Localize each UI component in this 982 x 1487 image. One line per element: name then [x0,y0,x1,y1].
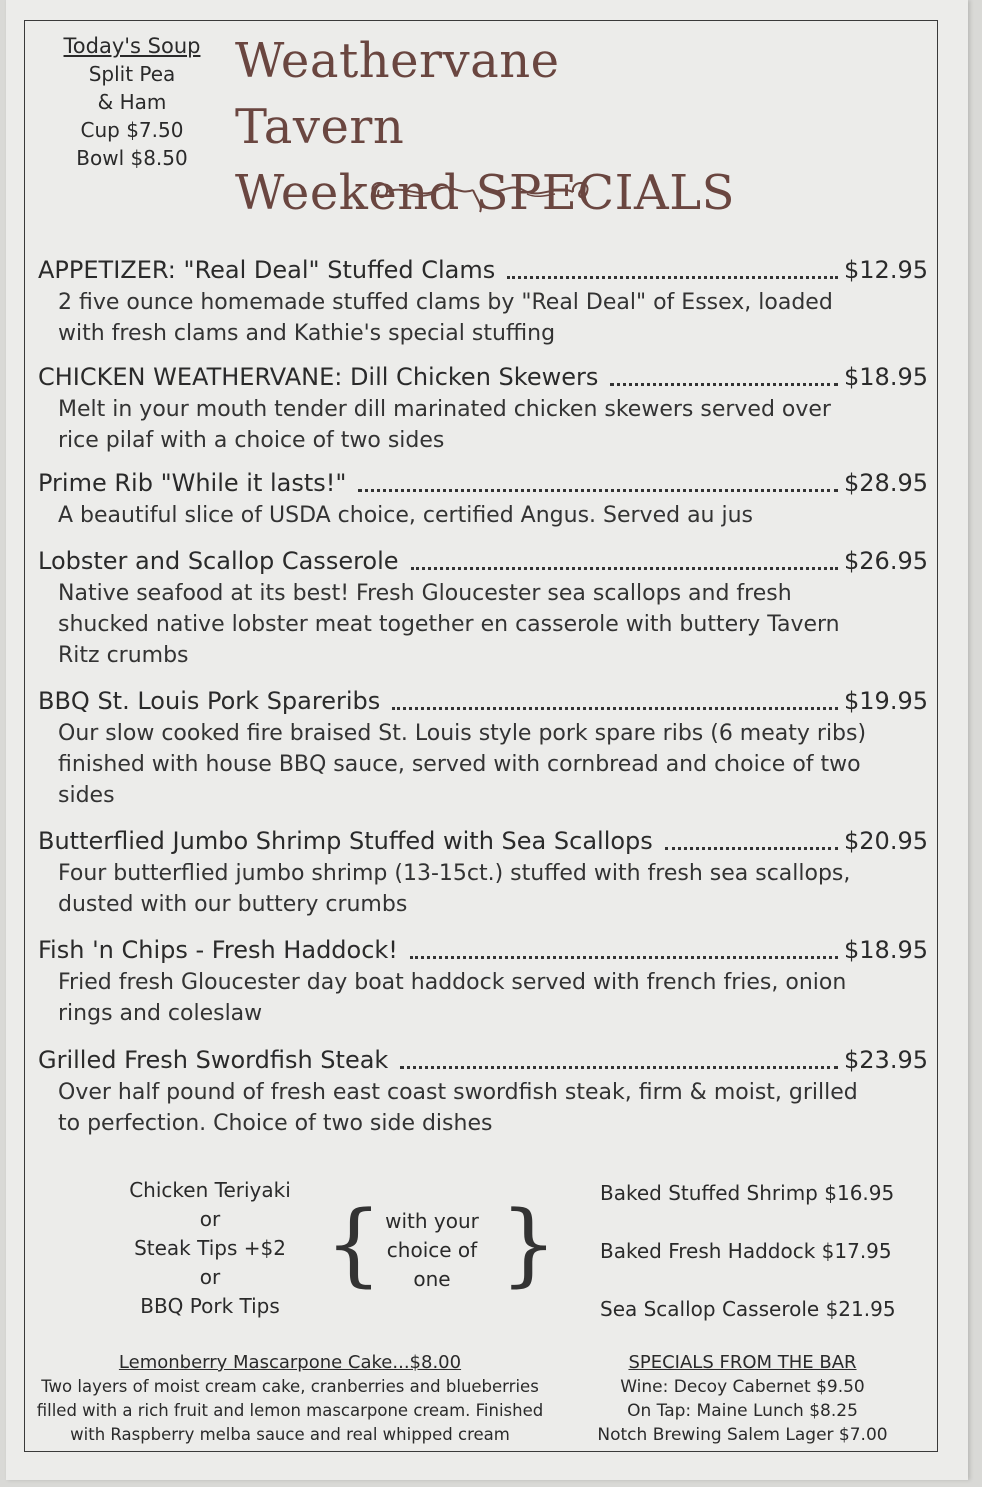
item-name: Fish 'n Chips - Fresh Haddock! [38,936,398,964]
soup-box [52,32,212,172]
item-description: A beautiful slice of USDA choice, certified Angus. Served au jus [58,503,754,528]
combo-option: Steak Tips +$2 [134,1236,286,1260]
combo-choice-note [372,1207,492,1294]
dessert-desc-line: Two layers of moist cream cake, cranberries and blueberries [41,1377,539,1396]
combo-choices-right [600,1178,920,1352]
dessert-desc-line: with Raspberry melba sauce and real whipped cream [70,1425,510,1444]
dot-leader [400,1065,838,1069]
item-price: $12.95 [844,256,928,284]
right-brace: } [500,1192,558,1297]
combo-or: or [199,1207,221,1231]
menu-item-stuffed-clams [38,253,928,349]
dessert-special [35,1351,545,1447]
item-description: Melt in your mouth tender dill marinated chicken skewers served over rice pilaf with a choice of two sides [58,397,831,453]
item-price: $28.95 [844,469,928,497]
combo-entree: Baked Stuffed Shrimp $16.95 [600,1181,895,1205]
soup-heading: Today's Soup [63,34,201,58]
dot-leader [665,846,838,850]
menu-item-lobster-casserole [38,544,928,671]
item-description: Our slow cooked fire braised St. Louis style pork spare ribs (6 meaty ribs) finished with house BBQ sauce, served with cornbread and choice of two sides [58,721,867,808]
item-name: Prime Rib "While it lasts!" [38,469,347,497]
title-line1: Weathervane Tavern [235,33,560,155]
item-description: Four butterflied jumbo shrimp (13-15ct.) stuffed with fresh sea scallops, dusted with our buttery crumbs [58,861,851,917]
dessert-desc-line: filled with a rich fruit and lemon mascarpone cream. Finished [36,1401,544,1420]
item-name: CHICKEN WEATHERVANE: Dill Chicken Skewers [38,363,599,391]
item-price: $20.95 [844,827,928,855]
dot-leader [411,566,838,570]
combo-note-line: choice of [386,1238,478,1262]
menu-item-prime-rib [38,466,928,531]
bar-specials [590,1351,895,1447]
soup-cup-price: Cup $7.50 [80,118,184,142]
item-name: Butterflied Jumbo Shrimp Stuffed with Sea Scallops [38,827,653,855]
dot-leader [610,382,838,386]
bar-item: Wine: Decoy Cabernet $9.50 [620,1377,865,1397]
item-price: $23.95 [844,1046,928,1074]
item-name: Grilled Fresh Swordfish Steak [38,1046,389,1074]
item-name: APPETIZER: "Real Deal" Stuffed Clams [38,256,496,284]
soup-bowl-price: Bowl $8.50 [76,146,188,170]
menu-item-fish-n-chips [38,933,928,1029]
combo-note-line: with your [385,1209,479,1233]
combo-option: BBQ Pork Tips [140,1294,280,1318]
combo-entree: Baked Fresh Haddock $17.95 [600,1239,892,1263]
soup-name-line2: & Ham [97,90,167,114]
item-description: Over half pound of fresh east coast swordfish steak, firm & moist, grilled to perfection. Choice of two side dishes [58,1080,858,1136]
combo-or: or [199,1265,221,1289]
menu-item-stuffed-shrimp [38,824,928,920]
combo-note-line: one [413,1267,451,1291]
soup-name-line1: Split Pea [88,62,176,86]
title-line2: Weekend SPECIALS [235,165,735,221]
item-price: $19.95 [844,687,928,715]
combo-choices-left [110,1176,310,1321]
item-price: $18.95 [844,363,928,391]
dot-leader [358,488,838,492]
combo-entree: Sea Scallop Casserole $21.95 [600,1297,896,1321]
dot-leader [507,275,838,279]
dot-leader [410,955,838,959]
bar-heading: SPECIALS FROM THE BAR [628,1352,857,1373]
item-price: $26.95 [844,547,928,575]
item-description: Native seafood at its best! Fresh Gloucester sea scallops and fresh shucked native lobster meat together en casserole with buttery Tavern Ritz crumbs [58,581,840,668]
menu-item-chicken-skewers [38,360,928,456]
bar-item: On Tap: Maine Lunch $8.25 [627,1401,858,1421]
item-description: 2 five ounce homemade stuffed clams by "Real Deal" of Essex, loaded with fresh clams and Kathie's special stuffing [58,290,833,346]
item-price: $18.95 [844,936,928,964]
bar-item: Notch Brewing Salem Lager $7.00 [597,1425,888,1445]
left-brace: { [325,1192,383,1297]
menu-item-pork-spareribs [38,684,928,811]
ornament-divider [365,170,595,216]
combo-option: Chicken Teriyaki [129,1178,291,1202]
item-name: BBQ St. Louis Pork Spareribs [38,687,381,715]
menu-item-swordfish [38,1043,928,1139]
item-description: Fried fresh Gloucester day boat haddock served with french fries, onion rings and coleslaw [58,970,847,1026]
item-name: Lobster and Scallop Casserole [38,547,399,575]
dot-leader [392,706,838,710]
dessert-heading: Lemonberry Mascarpone Cake...$8.00 [118,1352,462,1373]
